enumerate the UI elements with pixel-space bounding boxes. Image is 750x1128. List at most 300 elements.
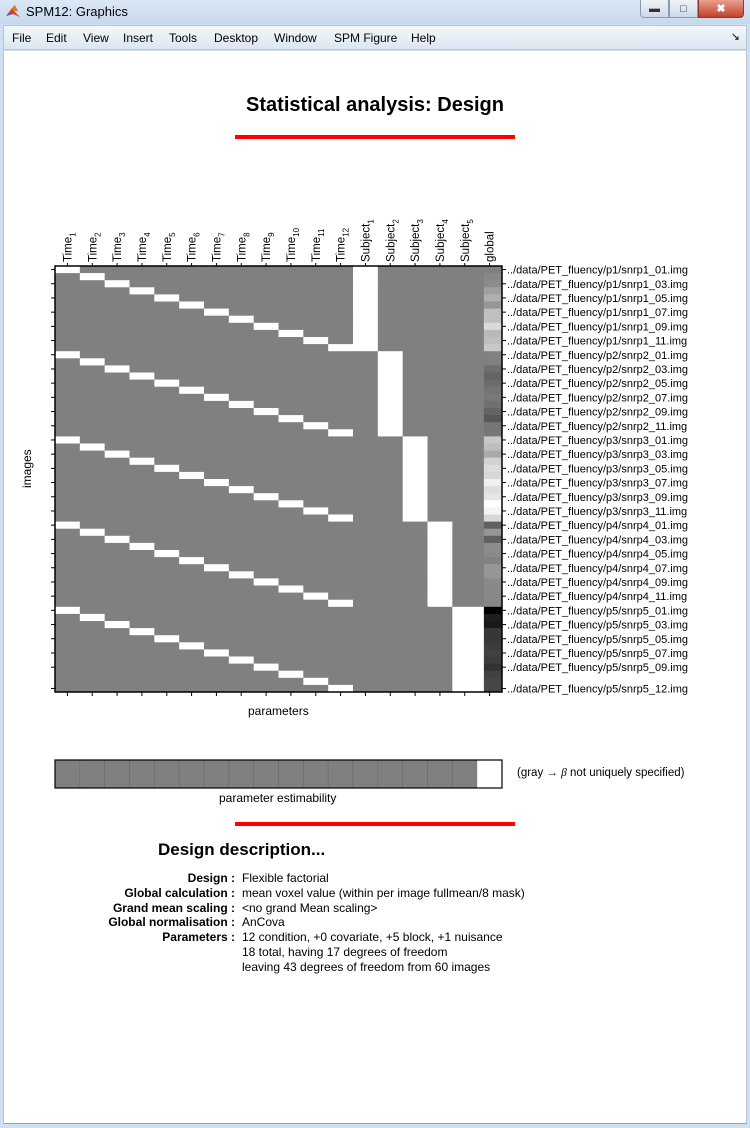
matrix-cell	[477, 337, 484, 345]
description-key: Global calculation :	[124, 885, 235, 900]
matrix-cell	[229, 515, 254, 523]
matrix-cell	[179, 621, 204, 629]
matrix-cell	[154, 593, 179, 601]
matrix-cell	[179, 550, 204, 558]
matrix-cell	[428, 472, 453, 480]
matrix-cell	[353, 628, 378, 636]
matrix-cell	[55, 642, 80, 650]
matrix-cell	[154, 486, 179, 494]
matrix-cell	[105, 337, 130, 345]
matrix-cell	[229, 429, 254, 437]
matrix-cell	[477, 628, 484, 636]
menu-spm-figure[interactable]: SPM Figure	[334, 31, 398, 45]
matrix-cell	[328, 309, 353, 317]
matrix-cell	[130, 273, 155, 281]
matrix-cell	[105, 266, 130, 274]
matrix-cell	[483, 486, 502, 494]
matrix-cell	[483, 529, 502, 537]
matrix-cell	[179, 316, 204, 324]
column-label: Subject$_2$	[385, 219, 401, 262]
matrix-cell	[328, 351, 353, 359]
matrix-cell	[55, 358, 80, 366]
matrix-cell	[204, 671, 229, 679]
matrix-cell	[179, 678, 204, 686]
menu-file[interactable]: File	[12, 31, 32, 45]
matrix-cell	[279, 593, 304, 601]
matrix-cell	[428, 266, 453, 274]
matrix-cell	[279, 578, 304, 586]
matrix-cell	[328, 500, 353, 508]
menu-tools[interactable]: Tools	[169, 31, 198, 45]
matrix-cell	[378, 522, 403, 530]
matrix-cell	[179, 543, 204, 551]
matrix-cell	[477, 678, 484, 686]
matrix-cell	[403, 600, 428, 608]
matrix-cell	[105, 444, 130, 452]
matrix-cell	[353, 493, 378, 501]
matrix-cell	[452, 387, 477, 395]
matrix-cell	[403, 401, 428, 409]
menu-help[interactable]: Help	[411, 31, 436, 45]
matrix-cell	[428, 344, 453, 352]
matrix-cell	[105, 614, 130, 622]
matrix-cell	[483, 294, 502, 302]
matrix-cell	[254, 387, 279, 395]
matrix-cell	[179, 266, 204, 274]
matrix-cell	[428, 294, 453, 302]
row-label: ../data/PET_fluency/p3/snrp3_09.img	[507, 491, 688, 504]
matrix-cell	[229, 380, 254, 388]
matrix-cell	[328, 678, 353, 686]
matrix-cell	[483, 515, 502, 523]
window-title: SPM12: Graphics	[26, 4, 128, 19]
matrix-cell	[229, 387, 254, 395]
matrix-cell	[279, 671, 304, 679]
matrix-cell	[80, 621, 105, 629]
matrix-cell	[378, 678, 403, 686]
matrix-cell	[105, 351, 130, 359]
matrix-cell	[353, 415, 378, 423]
matrix-cell	[55, 550, 80, 558]
matrix-cell	[204, 302, 229, 310]
matrix-cell	[477, 387, 484, 395]
matrix-cell	[483, 678, 502, 686]
matrix-cell	[179, 536, 204, 544]
matrix-cell	[254, 642, 279, 650]
matrix-cell	[452, 671, 477, 679]
matrix-cell	[403, 358, 428, 366]
matrix-cell	[353, 664, 378, 672]
matrix-cell	[353, 607, 378, 615]
matrix-cell	[378, 444, 403, 452]
matrix-cell	[55, 479, 80, 487]
row-label: ../data/PET_fluency/p1/snrp1_09.img	[507, 321, 688, 334]
matrix-cell	[204, 522, 229, 530]
matrix-cell	[353, 593, 378, 601]
matrix-cell	[279, 337, 304, 345]
matrix-cell	[483, 600, 502, 608]
matrix-cell	[378, 543, 403, 551]
matrix-cell	[428, 529, 453, 537]
matrix-cell	[229, 678, 254, 686]
matrix-cell	[353, 621, 378, 629]
matrix-cell	[204, 415, 229, 423]
matrix-cell	[179, 309, 204, 317]
matrix-cell	[403, 586, 428, 594]
matrix-cell	[254, 649, 279, 657]
matrix-cell	[254, 401, 279, 409]
matrix-cell	[477, 429, 484, 437]
matrix-cell	[55, 649, 80, 657]
matrix-cell	[130, 344, 155, 352]
matrix-cell	[477, 394, 484, 402]
matrix-cell	[254, 593, 279, 601]
matrix-cell	[204, 515, 229, 523]
matrix-cell	[254, 515, 279, 523]
matrix-cell	[477, 649, 484, 657]
matrix-cell	[483, 522, 502, 530]
matrix-cell	[154, 394, 179, 402]
matrix-cell	[55, 458, 80, 466]
section-divider	[235, 822, 515, 826]
matrix-cell	[105, 294, 130, 302]
matrix-cell	[483, 479, 502, 487]
row-label: ../data/PET_fluency/p1/snrp1_07.img	[507, 307, 688, 320]
matrix-cell	[130, 578, 155, 586]
matrix-cell	[179, 649, 204, 657]
matrix-cell	[328, 316, 353, 324]
matrix-cell	[378, 458, 403, 466]
matrix-cell	[353, 280, 378, 288]
matrix-cell	[105, 536, 130, 544]
matrix-cell	[403, 444, 428, 452]
matrix-cell	[378, 664, 403, 672]
matrix-cell	[378, 593, 403, 601]
matrix-cell	[279, 294, 304, 302]
matrix-cell	[229, 465, 254, 473]
matrix-cell	[483, 628, 502, 636]
matrix-cell	[130, 628, 155, 636]
estimability-cell	[303, 760, 328, 788]
matrix-cell	[179, 507, 204, 515]
matrix-cell	[477, 302, 484, 310]
matrix-cell	[428, 500, 453, 508]
menu-edit[interactable]: Edit	[46, 31, 67, 45]
matrix-cell	[303, 557, 328, 565]
matrix-cell	[80, 529, 105, 537]
matrix-cell	[80, 344, 105, 352]
matrix-cell	[204, 628, 229, 636]
matrix-cell	[477, 614, 484, 622]
matrix-cell	[483, 323, 502, 331]
matrix-cell	[80, 323, 105, 331]
matrix-cell	[303, 578, 328, 586]
matrix-cell	[279, 529, 304, 537]
matrix-cell	[254, 316, 279, 324]
matrix-cell	[328, 422, 353, 430]
matrix-cell	[403, 543, 428, 551]
matrix-cell	[303, 550, 328, 558]
matrix-cell	[483, 500, 502, 508]
row-label: ../data/PET_fluency/p3/snrp3_01.img	[507, 434, 688, 447]
matrix-cell	[179, 451, 204, 459]
matrix-cell	[477, 444, 484, 452]
matrix-cell	[452, 394, 477, 402]
matrix-cell	[229, 316, 254, 324]
matrix-cell	[130, 373, 155, 381]
matrix-cell	[353, 337, 378, 345]
column-label: Time$_5$	[161, 232, 177, 262]
matrix-cell	[279, 422, 304, 430]
menu-desktop[interactable]: Desktop	[214, 31, 259, 45]
matrix-cell	[403, 593, 428, 601]
description-key: Global normalisation :	[108, 915, 235, 930]
matrix-cell	[303, 529, 328, 537]
matrix-cell	[254, 451, 279, 459]
matrix-cell	[130, 543, 155, 551]
matrix-cell	[378, 280, 403, 288]
matrix-cell	[328, 642, 353, 650]
row-label: ../data/PET_fluency/p4/snrp4_07.img	[507, 562, 688, 575]
matrix-cell	[55, 678, 80, 686]
matrix-cell	[477, 593, 484, 601]
matrix-cell	[403, 635, 428, 643]
matrix-cell	[477, 408, 484, 416]
matrix-cell	[130, 422, 155, 430]
row-label: ../data/PET_fluency/p2/snrp2_05.img	[507, 378, 688, 391]
matrix-cell	[452, 401, 477, 409]
matrix-cell	[483, 344, 502, 352]
matrix-cell	[477, 273, 484, 281]
column-label: Subject$_4$	[434, 219, 450, 262]
matrix-cell	[105, 678, 130, 686]
matrix-cell	[452, 458, 477, 466]
matrix-cell	[378, 287, 403, 295]
matrix-cell	[428, 515, 453, 523]
matrix-cell	[428, 649, 453, 657]
matrix-cell	[483, 330, 502, 338]
matrix-cell	[130, 550, 155, 558]
matrix-cell	[328, 649, 353, 657]
matrix-cell	[378, 323, 403, 331]
matrix-cell	[378, 550, 403, 558]
matrix-cell	[428, 621, 453, 629]
matrix-cell	[483, 536, 502, 544]
matrix-cell	[130, 515, 155, 523]
matrix-cell	[254, 373, 279, 381]
matrix-cell	[353, 408, 378, 416]
matrix-cell	[328, 444, 353, 452]
matrix-cell	[477, 571, 484, 579]
matrix-cell	[254, 607, 279, 615]
matrix-cell	[477, 266, 484, 274]
matrix-cell	[154, 429, 179, 437]
matrix-cell	[229, 642, 254, 650]
matrix-cell	[179, 664, 204, 672]
matrix-cell	[130, 358, 155, 366]
matrix-cell	[229, 621, 254, 629]
menu-insert[interactable]: Insert	[123, 31, 154, 45]
matrix-cell	[303, 593, 328, 601]
matrix-cell	[204, 337, 229, 345]
matrix-cell	[154, 365, 179, 373]
matrix-cell	[378, 578, 403, 586]
matrix-cell	[403, 266, 428, 274]
matrix-cell	[403, 657, 428, 665]
matrix-cell	[130, 600, 155, 608]
matrix-cell	[353, 515, 378, 523]
matrix-cell	[55, 337, 80, 345]
matrix-cell	[80, 649, 105, 657]
menu-window[interactable]: Window	[274, 31, 317, 45]
matrix-cell	[428, 408, 453, 416]
matrix-cell	[254, 586, 279, 594]
matrix-cell	[378, 337, 403, 345]
matrix-cell	[279, 401, 304, 409]
matrix-cell	[428, 309, 453, 317]
matrix-cell	[452, 472, 477, 480]
matrix-cell	[378, 316, 403, 324]
matrix-cell	[477, 607, 484, 615]
matrix-cell	[483, 309, 502, 317]
matrix-cell	[378, 536, 403, 544]
matrix-cell	[55, 529, 80, 537]
row-label: ../data/PET_fluency/p1/snrp1_05.img	[507, 292, 688, 305]
matrix-cell	[105, 451, 130, 459]
matrix-cell	[477, 294, 484, 302]
matrix-cell	[483, 280, 502, 288]
matrix-cell	[80, 302, 105, 310]
matrix-cell	[204, 472, 229, 480]
matrix-cell	[80, 351, 105, 359]
matrix-cell	[428, 536, 453, 544]
matrix-cell	[179, 500, 204, 508]
matrix-cell	[130, 642, 155, 650]
matrix-cell	[80, 678, 105, 686]
matrix-cell	[378, 486, 403, 494]
matrix-cell	[428, 373, 453, 381]
matrix-cell	[55, 522, 80, 530]
matrix-cell	[303, 415, 328, 423]
matrix-cell	[179, 302, 204, 310]
maximize-icon: □	[680, 2, 687, 15]
matrix-cell	[154, 635, 179, 643]
matrix-cell	[303, 351, 328, 359]
column-label: Time$_8$	[236, 232, 252, 262]
matrix-cell	[328, 550, 353, 558]
matrix-cell	[229, 444, 254, 452]
row-label: ../data/PET_fluency/p4/snrp4_05.img	[507, 548, 688, 561]
matrix-cell	[279, 621, 304, 629]
matrix-cell	[154, 536, 179, 544]
matrix-cell	[179, 408, 204, 416]
matrix-cell	[483, 593, 502, 601]
matrix-cell	[403, 458, 428, 466]
matrix-cell	[303, 649, 328, 657]
matrix-cell	[452, 451, 477, 459]
matrix-cell	[279, 316, 304, 324]
matrix-cell	[428, 465, 453, 473]
matrix-cell	[452, 550, 477, 558]
matrix-cell	[105, 529, 130, 537]
matrix-cell	[179, 294, 204, 302]
matrix-cell	[154, 642, 179, 650]
matrix-cell	[378, 302, 403, 310]
matrix-cell	[55, 415, 80, 423]
matrix-cell	[477, 436, 484, 444]
matrix-cell	[452, 543, 477, 551]
matrix-cell	[80, 358, 105, 366]
matrix-cell	[378, 671, 403, 679]
matrix-cell	[279, 330, 304, 338]
matrix-cell	[303, 536, 328, 544]
matrix-cell	[55, 373, 80, 381]
matrix-cell	[130, 415, 155, 423]
matrix-cell	[55, 557, 80, 565]
matrix-cell	[105, 564, 130, 572]
matrix-cell	[179, 401, 204, 409]
matrix-cell	[229, 309, 254, 317]
matrix-cell	[179, 571, 204, 579]
matrix-cell	[328, 287, 353, 295]
matrix-cell	[328, 507, 353, 515]
matrix-cell	[80, 373, 105, 381]
matrix-cell	[204, 593, 229, 601]
column-label: Subject$_5$	[459, 219, 475, 262]
matrix-cell	[279, 557, 304, 565]
matrix-cell	[254, 628, 279, 636]
matrix-cell	[204, 557, 229, 565]
matrix-cell	[154, 323, 179, 331]
matrix-cell	[403, 323, 428, 331]
matrix-cell	[179, 614, 204, 622]
matrix-cell	[477, 493, 484, 501]
matrix-cell	[477, 507, 484, 515]
matrix-cell	[179, 600, 204, 608]
matrix-cell	[328, 600, 353, 608]
estimability-cell	[130, 760, 155, 788]
matrix-cell	[254, 479, 279, 487]
matrix-cell	[303, 458, 328, 466]
matrix-cell	[254, 273, 279, 281]
matrix-cell	[179, 273, 204, 281]
matrix-cell	[452, 657, 477, 665]
matrix-cell	[328, 451, 353, 459]
matrix-cell	[428, 642, 453, 650]
matrix-cell	[80, 458, 105, 466]
matrix-cell	[328, 429, 353, 437]
matrix-cell	[130, 451, 155, 459]
matrix-cell	[154, 586, 179, 594]
matrix-cell	[179, 642, 204, 650]
matrix-cell	[483, 664, 502, 672]
matrix-cell	[279, 302, 304, 310]
matrix-cell	[428, 600, 453, 608]
matrix-cell	[80, 557, 105, 565]
dock-arrow-icon[interactable]: ↘	[730, 31, 740, 43]
matrix-cell	[477, 550, 484, 558]
menu-view[interactable]: View	[83, 31, 109, 45]
matrix-cell	[279, 614, 304, 622]
matrix-cell	[303, 515, 328, 523]
matrix-cell	[154, 600, 179, 608]
matrix-cell	[254, 309, 279, 317]
matrix-cell	[105, 507, 130, 515]
matrix-cell	[303, 309, 328, 317]
matrix-cell	[483, 358, 502, 366]
matrix-cell	[204, 351, 229, 359]
matrix-cell	[130, 557, 155, 565]
